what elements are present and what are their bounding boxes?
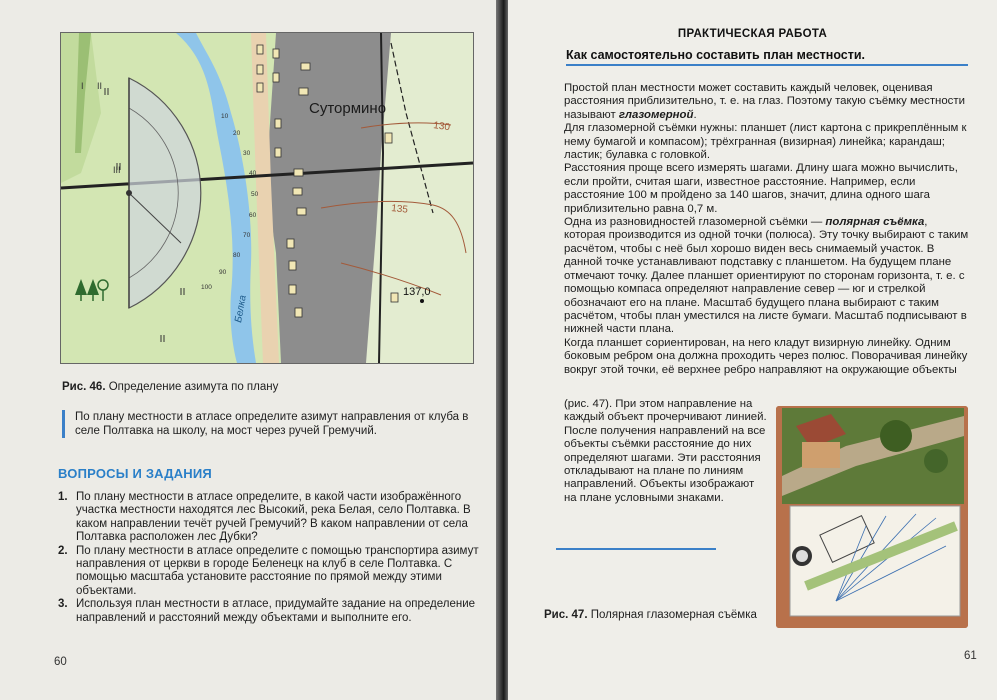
village-label: Сутормино (309, 100, 387, 117)
paragraph-text: Простой план местности может составить каждый человек, оценивая расстояния приблизительно, т. е. на глаз. Поэтому такую съёмку местности называют (564, 82, 965, 121)
term-polyarnaya: полярная съёмка (825, 216, 925, 229)
question-text: По плану местности в атласе определите с помощью транспортира азимут направления от церкви в городе Беленецк на клуб в селе Полтавка. С помощью масштаба установите расстояние по прямой между этими объектами. (76, 544, 479, 597)
protractor-label: 100 (201, 284, 212, 291)
contour-label-130: 130 (432, 120, 451, 134)
paragraph (564, 82, 972, 122)
photo-svg (776, 406, 968, 628)
grid-label: I (81, 81, 84, 91)
body-text-full-width (564, 82, 972, 377)
tree-crown (880, 420, 912, 452)
house-wall (802, 442, 840, 468)
paragraph (564, 216, 972, 337)
protractor-label: 60 (249, 212, 257, 219)
figure-number: Рис. 47. (544, 609, 588, 621)
question-number: 3. (58, 598, 68, 611)
question-text: По плану местности в атласе определите, в какой части изображённого участка местности находятся лес Высокий, река Белая, село Полтавка. В каком направлении течёт ручей Гремучий? В каком направлении от села Полтавка расположен лес Дубки? (76, 491, 471, 544)
figure-number: Рис. 46. (62, 381, 106, 393)
right-page (508, 0, 997, 700)
figure-47-photo (776, 406, 968, 628)
paragraph-text: , которая производится из одной точки (полюса). Эту точку выбирают с таким расчётом, чтобы с неё был хорошо виден весь снимаемый участок. В данной точке устанавливают подставку с планшетом. На будущем плане отмечают точку. Далее планшет ориентируют по сторонам горизонта, т. е. с помощью компаса определяют направление север — юг и стрелкой обозначают его на плане. Масштаб будущего плана выбирают с таким расчётом, чтобы план уместился на листе бумаги. Масштаб подписывают в нижней части плана. (564, 216, 969, 336)
height-point (420, 299, 424, 303)
protractor-label: 10 (221, 113, 229, 120)
separator-line (556, 548, 716, 550)
question-number: 1. (58, 491, 68, 503)
figure-caption-text: Полярная глазомерная съёмка (590, 609, 757, 621)
protractor-label: 40 (249, 170, 257, 177)
figure-46-caption (62, 381, 278, 393)
left-page (0, 0, 498, 700)
question-text: Используя план местности в атласе, придумайте задание на определение направлений и расстояний между объектами и выполните его. (76, 598, 476, 624)
page-number-left: 60 (54, 656, 67, 668)
question-item (58, 545, 490, 599)
tree-crown (924, 449, 948, 473)
height-mark-label: 137,0 (403, 286, 431, 298)
paragraph-text: Одна из разновидностей глазомерной съёмки — (564, 216, 826, 229)
task-block: По плану местности в атласе определите азимут направления от клуба в селе Полтавка на школу, на мост через ручей Гремучий. (62, 410, 495, 438)
protractor-label: 20 (233, 130, 241, 137)
paragraph: Для глазомерной съёмки нужны: планшет (лист картона с прикреплённым к нему бумагой и компасом); трёхгранная (визирная) линейка; карандаш; ластик; булавка с головкой. (564, 122, 967, 162)
contour-label-135: 135 (390, 203, 409, 216)
protractor-label: 50 (251, 191, 259, 198)
map-svg (61, 33, 473, 363)
term-glazomernaya: глазомерной (618, 108, 694, 121)
paragraph: Когда планшет сориентирован, на него кладут визирную линейку. Одним боковым ребром она должна проходить через полюс. Поворачивая линейку вокруг этой точки, её верхнее ребро направляют на окружающие объекты (564, 336, 968, 376)
paragraph-text: . (693, 108, 697, 121)
river-label: Белка (233, 294, 249, 324)
compass-face (796, 550, 808, 562)
protractor-label: 70 (243, 232, 251, 239)
section-title: ВОПРОСЫ И ЗАДАНИЯ (58, 466, 212, 481)
protractor-label: 80 (233, 252, 241, 259)
paragraph: Расстояния проще всего измерять шагами. Длину шага можно вычислить, если пройти, считая шаги, известное расстояние. Например, если расстояние 100 м пройдено за 140 шагов, значит, длина одного шага приблизительно равна 0,7 м. (564, 162, 958, 215)
question-number: 2. (58, 544, 68, 557)
question-item (58, 598, 490, 625)
questions-list (58, 491, 490, 625)
map-figure-46 (60, 32, 474, 364)
figure-caption-text: Определение азимута по плану (108, 381, 279, 393)
protractor-label: 90 (219, 269, 227, 276)
body-text-narrow: (рис. 47). При этом направление на каждый объект прочерчивают линией. После получения направлений на все объекты съёмки расстояние до них определяют шагами. Эти расстояния откладывают на плане по линиям направлений. Объекты изображают на плане условными знаками. (564, 398, 767, 504)
protractor-label: 30 (243, 150, 251, 157)
question-item (58, 491, 490, 545)
figure-47-caption (544, 608, 764, 622)
practical-work-heading: ПРАКТИЧЕСКАЯ РАБОТА (677, 28, 828, 40)
practical-work-subheading: Как самостоятельно составить план местности. (566, 48, 968, 66)
grid-label: II (97, 81, 103, 91)
grid-label: III (113, 165, 121, 175)
page-number-right: 61 (964, 650, 977, 662)
